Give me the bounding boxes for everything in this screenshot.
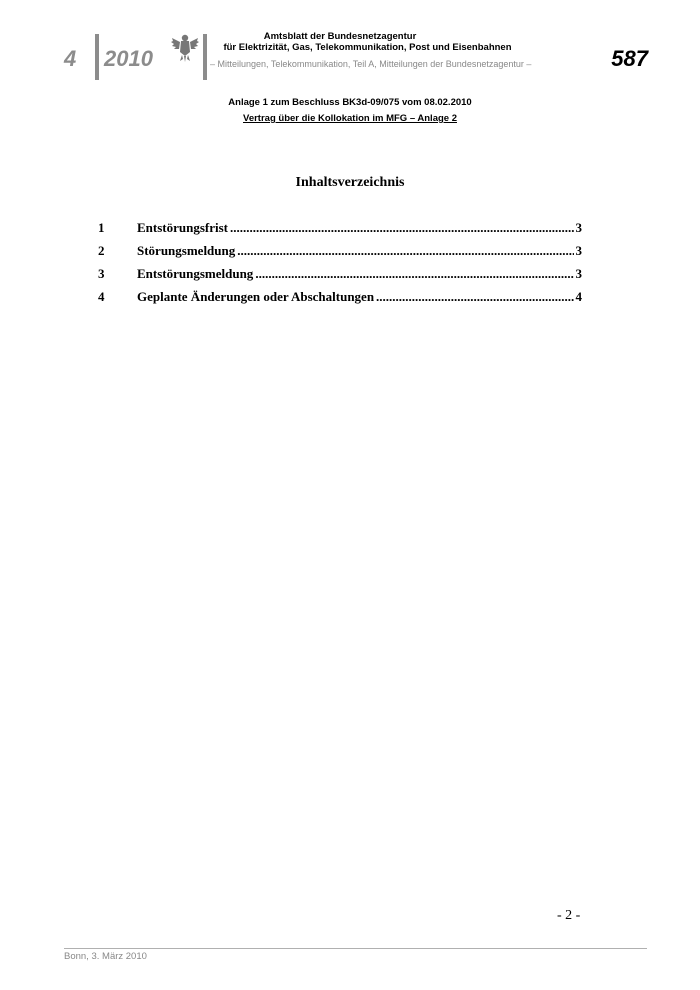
toc-leader-dots [237,243,573,259]
document-page-number: - 2 - [557,908,581,923]
header-divider [95,34,99,80]
toc-entry[interactable] [98,289,582,312]
gazette-page-number: 587 [611,46,648,71]
gazette-title: Amtsblatt der Bundesnetzagentur [263,31,417,42]
footer-place-date: Bonn, 3. März 2010 [64,951,147,962]
toc-entry[interactable] [98,220,582,243]
toc-entry-number: 1 [98,220,105,235]
table-of-contents [98,220,582,312]
toc-entry[interactable] [98,266,582,289]
gazette-section: – Mitteilungen, Telekommunikation, Teil A, Mitteilungen der Bundesnetzagentur – [210,59,532,69]
toc-leader-dots [230,220,573,236]
footer-divider [64,948,647,949]
annex-reference: Anlage 1 zum Beschluss BK3d-09/075 vom 08.02.2010 [228,97,472,108]
issue-year: 2010 [104,46,153,71]
toc-entry-page: 4 [575,289,582,304]
toc-entry-title: Entstörungsmeldung [137,266,254,281]
toc-entry-page: 3 [575,243,582,258]
toc-entry-page: 3 [575,266,582,281]
toc-leader-dots [376,289,573,305]
issue-number: 4 [64,46,77,71]
toc-entry[interactable] [98,243,582,266]
toc-entry-title: Geplante Änderungen oder Abschaltungen [137,289,375,304]
toc-entry-number: 4 [98,289,105,304]
gazette-subtitle: für Elektrizität, Gas, Telekommunikation, Post und Eisenbahnen [223,42,512,53]
annex-title: Vertrag über die Kollokation im MFG – Anlage 2 [243,113,457,124]
federal-eagle-icon [170,32,200,64]
toc-entry-page: 3 [575,220,582,235]
toc-leader-dots [255,266,573,282]
header-divider-2 [203,34,207,80]
toc-heading: Inhaltsverzeichnis [295,175,405,190]
toc-entry-number: 2 [98,243,105,258]
toc-entry-title: Entstörungsfrist [137,220,229,235]
toc-entry-number: 3 [98,266,105,281]
toc-entry-title: Störungsmeldung [137,243,236,258]
